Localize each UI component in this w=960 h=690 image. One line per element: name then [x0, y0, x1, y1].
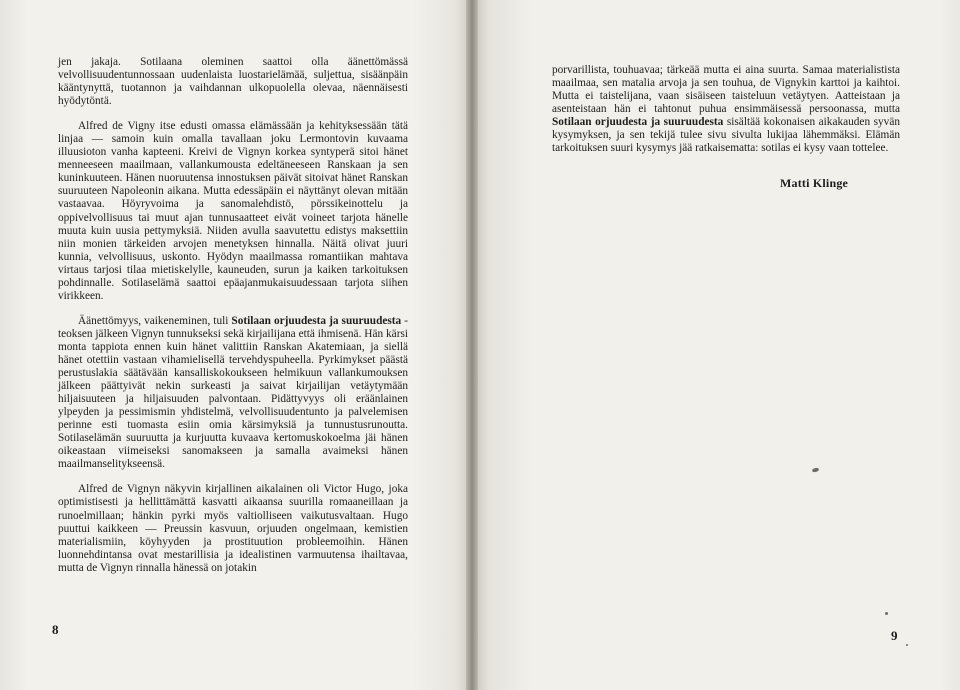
body-paragraph [58, 56, 408, 108]
paragraph-text: Alfred de Vignyn näkyvin kirjallinen aikalainen oli Victor Hugo, joka optimistisesti ja hellittämättä kasvatti aikaansa suurilla romaaneillaan ja runoelmillaan; hänkin pyrki myös valtiolliseen vaikutusvaltaan. Hugo puuttui kaikkeen — Preussin kasvuun, orjuuden ongelmaan, kemistien materialismiin, köyhyyden ja prostituution probleemoihin. Hänen luonnehdintansa ovat mestarillisia ja idealistinen varmuutensa ihailtavaa, mutta de Vignyn rinnalla hänessä on jotakin [58, 483, 408, 574]
page-number-left: 8 [52, 622, 59, 637]
right-page-body-text [552, 64, 900, 167]
book-title-text: Sotilaan orjuudesta ja suuruudesta [552, 116, 724, 129]
paragraph-text: Äänettömyys, vaikeneminen, tuli [78, 314, 232, 327]
body-paragraph [552, 64, 900, 155]
paragraph-text: porvarillista, touhuavaa; tärkeää mutta ei aina suurta. Samaa materialistista maailmaa, sen matalia arvoja ja sen touhua, de Vignykin karttoi ja kaihtoi. Mutta ei taistelijana, vaan sisäiseen taisteluun vetäytyen. Aatteistaan ja asenteistaan hän ei tahtonut puhua ensimmäisessä persoonassa, mutta [552, 64, 900, 116]
page-number-right: 9 [891, 628, 898, 643]
body-paragraph [58, 315, 408, 472]
author-signature: Matti Klinge [780, 176, 849, 190]
left-page-body-text [58, 56, 408, 587]
body-paragraph [58, 120, 408, 303]
book-gutter [466, 0, 478, 690]
paragraph-text: Alfred de Vigny itse edusti omassa elämässään ja kehityksessään tätä linjaa — samoin kuin omalla tavallaan joku Lermontovin kuvaama illuusioton vanha kapteeni. Kreivi de Vignyn korkea syntyperä sitoi hänet menneeseen maailmaan, vallankumousta edeltäneeseen Ranskaan ja sen kuninkuuteen. Hänen nuoruutensa innostuksen päivät sitoivat hänet Ranskan suuruuteen Napoleonin aikana. Mutta edessäpäin ei näyttänyt olevan mitään vastaavaa. Höyryvoima ja sanomalehdistö, pörssikeinottelu ja oppivelvollisuus tai muut ajan tunnusaatteet eivät voineet tarjota hänelle muuta kuin uusia pettymyksiä. Niiden avulla saavutettu edistys maksettiin niin monien tärkeiden arvojen menetyksen hinnalla. Näitä olivat juuri kunnia, velvollisuus, uskonto. Hyödyn maailmassa romantiikan mahtava virtaus tarjosi tilaa mietiskelylle, kauneuden, surun ja kaiken tarkoituksen pohdinnalle. Sotilaselämä saattoi epäajanmukaisuudessaan tarjota siihen virikkeen. [58, 120, 408, 302]
paragraph-text: -teoksen jälkeen Vignyn tunnukseksi sekä kirjailijana että ihmisenä. Hän kärsi monta tappiota ennen kuin hänet valittiin Ranskan Akatemiaan, ja siellä hänet otettiin vastaan vihamielisellä tervehdyspuheella. Pyrkimykset päästä perustuslakia säätävään kansalliskokoukseen helmikuun vallankumouksen jälkeen päättyivät nekin surkeasti ja saivat kirjailijan vetäytymään hiljaisuuteen ja hiljaisuuden palvontaan. Pidättyvyys oli eräänlainen ylpeyden ja pessimismin yhdistelmä, velvollisuudentunto ja palvelemisen perinne esti tuomasta esiin omia kärsimyksiä ja tunnustusrunoutta. Sotilaselämän suuruutta ja kurjuutta kuvaava kertomuskokoelma jäi hänen oikeastaan viimeiseksi sanomakseen ja samalla avaimeksi hänen maailmanselitykseensä. [58, 314, 408, 471]
paragraph-text: jen jakaja. Sotilaana oleminen saattoi olla äänettömässä velvollisuudentunnossaan uudenlaista luostarielämää, suljettua, sisäänpäin kääntynyttä, tuotannon ja vaihdannan ulkopuolella olevaa, näennäisesti hyödytöntä. [58, 56, 408, 108]
body-paragraph [58, 483, 408, 574]
paragraph-text: sisältää kokonaisen aikakauden syvän kysymyksen, ja sen tekijä tulee sivu sivulta lukijaa lähemmäksi. Elämän tarkoituksen suuri kysymys jää ratkaisematta: sotilas ei kysy vaan tottelee. [552, 116, 900, 155]
book-title-text: Sotilaan orjuudesta ja suuruudesta [231, 314, 402, 327]
